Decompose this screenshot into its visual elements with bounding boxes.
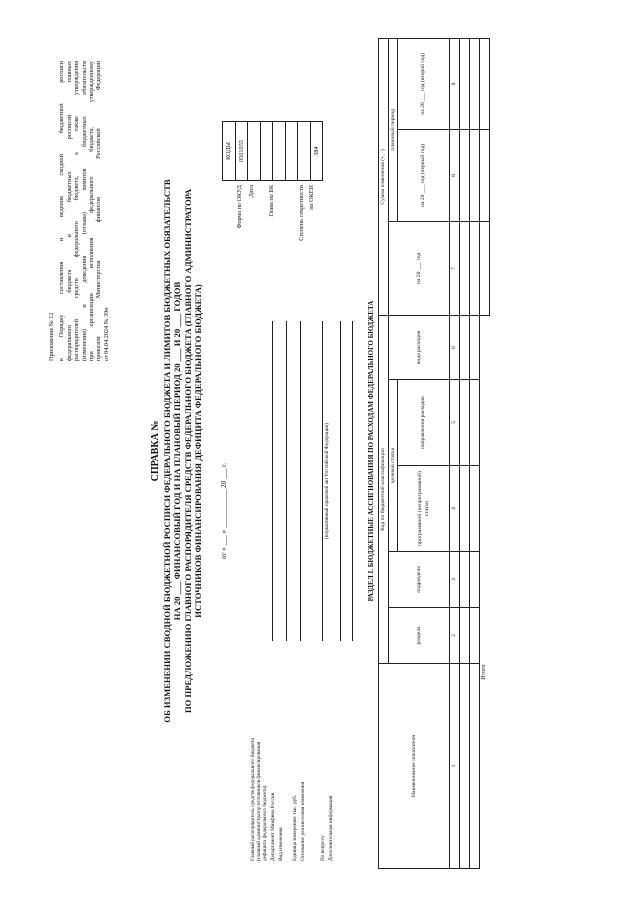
field-extra: Дополнительная информация bbox=[328, 795, 334, 861]
col-target-header: целевой статьи bbox=[388, 380, 398, 552]
col-program-header: программной (непрограммной) статьи bbox=[398, 466, 450, 552]
date-code bbox=[248, 122, 261, 181]
col-num: 4 bbox=[450, 466, 460, 552]
table-cell bbox=[469, 664, 479, 869]
bk-code bbox=[260, 122, 273, 181]
title-line-3: НА 20 ___ ФИНАНСОВЫЙ ГОД И НА ПЛАНОВЫЙ ПЕРИОД 20 ___ И 20 ___ ГОДОВ bbox=[172, 281, 183, 621]
table-cell bbox=[459, 129, 469, 221]
appendix-line: при организации исполнения федерального бюджета, утвержденному bbox=[88, 61, 96, 361]
col-num: 7 bbox=[450, 221, 460, 315]
table-cell bbox=[469, 38, 479, 129]
okud-code: 0501055 bbox=[235, 122, 248, 181]
expenses-table bbox=[378, 38, 490, 869]
field-dept: Департамент Минфина России bbox=[270, 792, 276, 861]
blank-code bbox=[273, 122, 286, 181]
col-num: 6 bbox=[450, 315, 460, 379]
field-gr: Главный распорядитель средств федерального бюджета bbox=[250, 737, 256, 861]
okud-label: Форма по ОКУД bbox=[236, 185, 243, 229]
total-spacer bbox=[479, 315, 489, 663]
field-basis: Основание для внесения изменения bbox=[300, 781, 306, 861]
col-direction-header: направления расходов bbox=[398, 380, 450, 466]
appendix-line: распорядителей средств федерального бюджета, а также утверждения bbox=[73, 61, 81, 361]
table-cell bbox=[469, 380, 479, 466]
field-line-dept bbox=[286, 321, 287, 641]
col-kind-header: вида расходов bbox=[388, 315, 450, 379]
field-change-type: Вид изменения bbox=[278, 827, 284, 861]
col-num: 3 bbox=[450, 552, 460, 608]
col-num: 8 bbox=[450, 129, 460, 221]
table-cell bbox=[469, 552, 479, 608]
title-line-4: ПО ПРЕДЛОЖЕНИЮ ГЛАВНОГО РАСПОРЯДИТЕЛЯ СРЕДСТВ ФЕДЕРАЛЬНОГО БЮДЖЕТА (ГЛАВНОГО АДМИНИСТРАТОРА bbox=[182, 189, 193, 713]
secrecy-label: Степень секретности bbox=[298, 185, 305, 241]
col-plan-header: плановый период bbox=[388, 38, 398, 221]
field-line-issue bbox=[340, 321, 341, 641]
blank-code bbox=[285, 122, 298, 181]
table-cell bbox=[469, 315, 479, 379]
title-line-2: ОБ ИЗМЕНЕНИИ СВОДНОЙ БЮДЖЕТНОЙ РОСПИСИ ФЕДЕРАЛЬНОГО БЮДЖЕТА И ЛИМИТОВ БЮДЖЕТНЫХ ОБЯЗАТЕЛЬСТВ bbox=[162, 179, 172, 723]
field-gr-2: (главный администратор источников финансирования bbox=[256, 741, 262, 861]
table-cell bbox=[459, 664, 469, 869]
table-cell bbox=[459, 466, 469, 552]
field-line-basis bbox=[322, 321, 323, 641]
okei-code: 384 bbox=[310, 122, 323, 181]
field-gr-3: дефицита федерального бюджета) bbox=[262, 785, 268, 861]
col-code-header: Код по бюджетной классификации bbox=[379, 315, 389, 663]
field-line-change bbox=[300, 321, 301, 641]
title-line-5: ИСТОЧНИКОВ ФИНАНСИРОВАНИЯ ДЕФИЦИТА ФЕДЕРАЛЬНОГО БЮДЖЕТА) bbox=[193, 284, 204, 618]
col-first-header: на 20 ___ год (первый год) bbox=[398, 129, 450, 221]
form-title bbox=[150, 21, 204, 881]
basis-hint: (нормативный правовой акт Российской Федерации) bbox=[324, 422, 330, 540]
col-num: 1 bbox=[450, 664, 460, 869]
codes-box bbox=[222, 121, 323, 181]
appendix-number: Приложение № 12 bbox=[48, 312, 55, 361]
appendix-line: приказом Министерства финансов Российской Федерации bbox=[95, 61, 103, 361]
col-year-header: на 20 ___ год bbox=[388, 221, 450, 315]
total-cell bbox=[479, 38, 489, 129]
appendix-block bbox=[48, 61, 110, 361]
col-subsection-header: подраздела bbox=[388, 552, 450, 608]
section-title: РАЗДЕЛ I. БЮДЖЕТНЫЕ АССИГНОВАНИЯ ПО РАСХОДАМ ФЕДЕРАЛЬНОГО БЮДЖЕТА bbox=[367, 300, 375, 602]
table-cell bbox=[459, 221, 469, 315]
col-num: 2 bbox=[450, 608, 460, 664]
total-cell bbox=[479, 221, 489, 315]
col-second-header: на 20 ___ год (второй год) bbox=[398, 38, 450, 129]
table-cell bbox=[459, 380, 469, 466]
total-cell bbox=[479, 129, 489, 221]
table-cell bbox=[469, 129, 479, 221]
appendix-line: от 04.04.2024 № 39н bbox=[102, 307, 110, 361]
secrecy-code bbox=[298, 122, 311, 181]
fields-block bbox=[250, 641, 334, 861]
field-line-gr bbox=[272, 321, 273, 641]
appendix-line: к Порядку составления и ведения сводной бюджетной росписи bbox=[58, 61, 66, 361]
okei-label: по ОКЕИ bbox=[308, 185, 315, 210]
field-unit: Единица измерения: тыс. руб. bbox=[292, 794, 298, 861]
appendix-line: (изменения) и доведения (отзыва) лимитов бюджетных обязательств bbox=[80, 61, 88, 361]
col-section-header: раздела bbox=[388, 608, 450, 664]
bk-label: Глава по БК bbox=[268, 185, 275, 217]
table-cell bbox=[459, 608, 469, 664]
title-line-1: СПРАВКА № bbox=[150, 420, 161, 482]
col-num: 9 bbox=[450, 38, 460, 129]
date-line: от « ___ » ___________ 20 ___ г. bbox=[220, 462, 228, 560]
appendix-line: федерального бюджета и бюджетных росписей главных bbox=[65, 61, 73, 361]
col-num: 5 bbox=[450, 380, 460, 466]
table-cell bbox=[459, 315, 469, 379]
total-label: Итого bbox=[481, 664, 488, 680]
field-issue: По вопросу bbox=[320, 835, 326, 861]
field-line-extra bbox=[352, 321, 353, 641]
col-name-header: Наименование показателя bbox=[379, 664, 450, 869]
table-cell bbox=[459, 552, 469, 608]
codes-header: КОДЫ bbox=[223, 122, 236, 181]
table-cell bbox=[469, 221, 479, 315]
rotated-form bbox=[38, 21, 598, 881]
table-cell bbox=[469, 466, 479, 552]
table-cell bbox=[469, 608, 479, 664]
col-sum-header: Сумма изменения (+, -) bbox=[379, 38, 389, 315]
table-cell bbox=[459, 38, 469, 129]
date-label: Дата bbox=[248, 185, 255, 198]
